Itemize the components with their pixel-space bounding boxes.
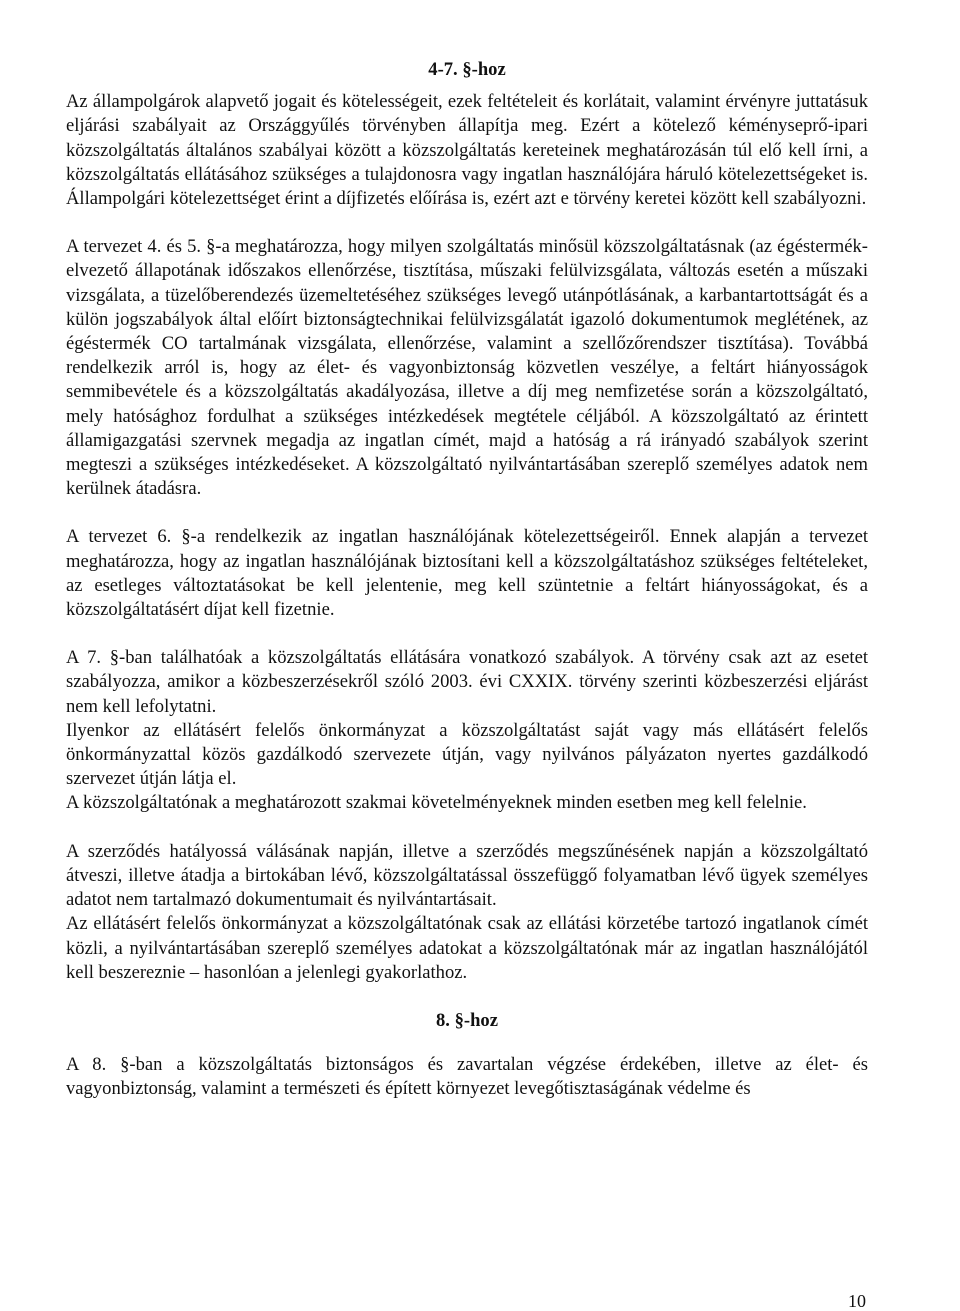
page-number: 10 <box>848 1291 866 1311</box>
paragraph-address-data: Az ellátásért felelős önkormányzat a közszolgáltatónak csak az ellátási körzetébe tartozó ingatlanok címét közli, a nyilvántartásában szereplő személyes adatokat a közszolgáltatónak már az ingatlan használójától kell beszereznie – hasonlóan a jelenlegi gyakorlathoz. <box>66 913 868 983</box>
paragraph-section-8: A 8. §-ban a közszolgáltatás biztonságos és zavartalan végzése érdekében, illetve az élet- és vagyonbiztonság, valamint a természeti és épített környezet levegőtisztaságának védelme és <box>66 1054 868 1100</box>
paragraph-section-7: A 7. §-ban találhatóak a közszolgáltatás ellátására vonatkozó szabályok. A törvény csak azt az esetet szabályozza, amikor a közbeszerzésekről szóló 2003. évi CXXIX. törvény szerinti közbeszerzési eljárást nem kell lefolytatni. <box>66 647 868 717</box>
paragraph-section-6: A tervezet 6. §-a rendelkezik az ingatlan használójának kötelezettségeiről. Ennek alapján a tervezet meghatározza, hogy az ingatlan használójának biztosítani kell a közszolgáltatáshoz szükséges feltételeket, az esetleges változtatásokat be kell jelentenie, meg kell szüntetnie a feltárt hiányosságokat, és a közszolgáltatásért díjat kell fizetnie. <box>66 526 868 621</box>
paragraph-contract-handover: A szerződés hatályossá válásának napján, illetve a szerződés megszűnésének napján a közszolgáltató átveszi, illetve átadja a birtokában lévő, közszolgáltatással összefüggő folyamatban lévő ügyek személyes adatot nem tartalmazó dokumentumait és nyilvántartásait. <box>66 840 868 911</box>
section-heading-8: 8. §-hoz <box>436 1009 498 1031</box>
document-page <box>66 58 868 1102</box>
paragraph-sections-4-5: A tervezet 4. és 5. §-a meghatározza, hogy milyen szolgáltatás minősül közszolgáltatásnak (az égéstermék-elvezető állapotának időszakos ellenőrzése, tisztítása, műszaki felülvizsgálata, változás esetén a műszaki vizsgálata, a tüzelőberendezés üzemeltetéséhez szükséges levegő utánpótlásának, a karbantartottságát és a külön jogszabályok által előírt biztonságtechnikai felülvizsgálatát igazoló dokumentumok meglétének, az égéstermék CO tartalmának vizsgálata, ellenőrzése, valamint a szellőzőrendszer tisztítása). Továbbá rendelkezik arról is, hogy az élet- és vagyonbiztonság közvetlen veszélye, a feltárt hiányosságok semmibevétele és a közszolgáltatás akadályozása, illetve a díj meg nemfizetése során a közszolgáltató, mely hatósághoz fordulhat a szükséges intézkedések megtétele céljából. A közszolgáltató az érintett államigazgatási szervnek megadja az ingatlan címét, majd a hatóság a rá irányadó szabályok szerint megteszi a szükséges intézkedéseket. A közszolgáltató nyilvántartásában szereplő személyes adatok nem kerülnek átadásra. <box>66 236 868 500</box>
section-heading-4-7: 4-7. §-hoz <box>428 59 506 80</box>
paragraph-municipality-service: Ilyenkor az ellátásért felelős önkormányzat a közszolgáltatást saját vagy más ellátásért felelős önkormányzattal közös gazdálkodó szervezete útján, vagy nyilvános pályázaton nyertes gazdálkodó szervezet útján látja el. <box>66 719 868 790</box>
paragraph-rights-and-obligations: Az állampolgárok alapvető jogait és kötelességeit, ezek feltételeit és korlátait, valamint érvényre juttatásuk eljárási szabályait az Országgyűlés törvényben állapítja meg. Ezért a kötelező kéményseprő-ipari közszolgáltatás általános szabályai között a közszolgáltatás kereteinek meghatározásán túl elő kell írni, a közszolgáltatás ellátásához szükséges a tulajdonosra vagy ingatlan használójára háruló kötelezettségeket is. Állampolgári kötelezettséget érint a díjfizetés előírása is, ezért azt e törvény keretei között kell szabályozni. <box>66 91 868 210</box>
paragraph-provider-requirements: A közszolgáltatónak a meghatározott szakmai követelményeknek minden esetben meg kell felelnie. <box>66 792 807 814</box>
